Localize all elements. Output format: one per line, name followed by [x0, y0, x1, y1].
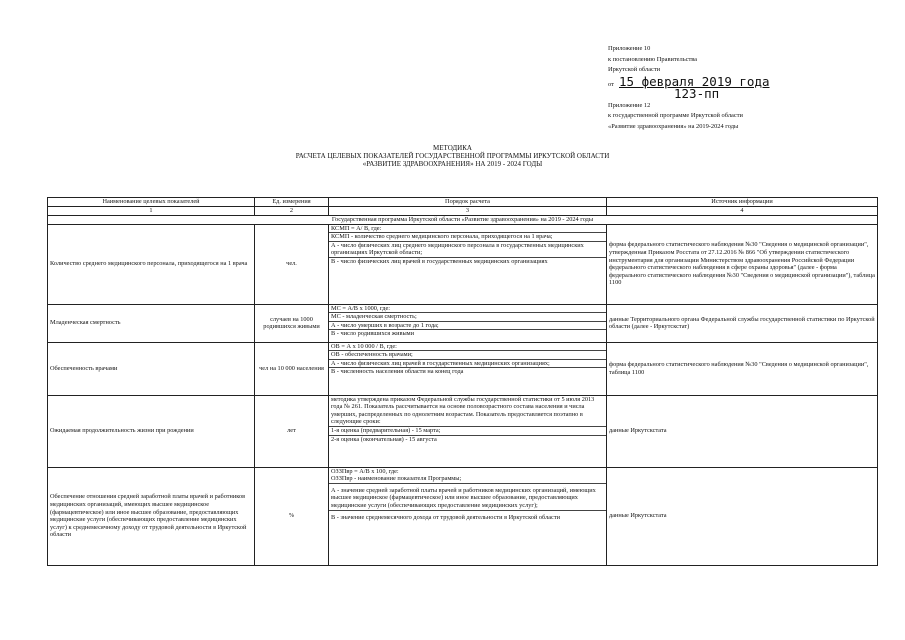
indicator-source: данные Иркутскстата	[607, 395, 878, 467]
indicator-source: данные Территориального органа Федеральной службы государственной статистики по Иркутской области (далее - Иркутскстат)	[607, 304, 878, 342]
calc-line: А - число физических лиц среднего медицинского персонала в государственных медицинских организациях Иркутской области;	[329, 242, 606, 258]
indicator-name: Обеспечение отношения средней заработной платы врачей и работников медицинских организаций, имеющих высшее медицинское (фармацевтическое) или иное высшее образование, предоставляющих медицинские услуги (обеспечивающих предоставление медицинских услуг) к среднемесячному доходу от трудовой деятельности в Иркутской области	[48, 467, 255, 565]
indicator-source: форма федерального статистического наблюдения №30 "Сведения о медицинской организации", утвержденная Приказом Росстата от 27.12.2016 № 866 "Об утверждении статистического инструментария для организации Министерством здравоохранения Российской Федерации федерального статистического наблюдения в сфере охраны здоровья" (далее - форма федерального статистического наблюдения №30 "Сведения о медицинской организации"), таблица 1100	[607, 224, 878, 304]
indicator-unit: лет	[255, 395, 329, 467]
calc-line: МС - младенческая смертность;	[329, 313, 606, 322]
program-title: Государственная программа Иркутской области «Развитие здравоохранения» на 2019 - 2024 годы	[48, 215, 878, 224]
indicator-name: Младенческая смертность	[48, 304, 255, 342]
header-cell: Источник информации	[607, 198, 878, 207]
indicator-calc	[329, 395, 607, 467]
indicator-unit: чел.	[255, 224, 329, 304]
column-number: 2	[255, 207, 329, 216]
column-number: 4	[607, 207, 878, 216]
appendix-date-row	[608, 73, 898, 89]
date-prefix: от	[608, 80, 614, 88]
appendix-line: к постановлению Правительства	[608, 55, 698, 63]
calc-line: В - численность населения области на конец года	[331, 368, 464, 376]
column-number: 3	[329, 207, 607, 216]
appendix-line: Иркутской области	[608, 66, 661, 74]
title-line: РАСЧЕТА ЦЕЛЕВЫХ ПОКАЗАТЕЛЕЙ ГОСУДАРСТВЕННОЙ ПРОГРАММЫ ИРКУТСКОЙ ОБЛАСТИ	[295, 152, 610, 161]
appendix-block	[608, 44, 898, 133]
header-cell: Наименование целевых показателей	[48, 198, 255, 207]
calc-line: ОВ = А х 10 000 / В, где:	[329, 343, 606, 352]
indicator-unit: случаев на 1000 родившихся живыми	[255, 304, 329, 342]
appendix-line: Приложение 12	[608, 101, 651, 109]
calc-line: В - число физических лиц врачей в государственных медицинских организациях	[331, 257, 548, 265]
calc-line: В - значение среднемесячного дохода от трудовой деятельности в Иркутской области	[331, 513, 560, 521]
table-row	[48, 467, 878, 565]
indicator-unit: чел на 10 000 населения	[255, 342, 329, 395]
table-row	[48, 224, 878, 304]
indicator-source: данные Иркутскстата	[607, 467, 878, 565]
appendix-line: «Развитие здравоохранения» на 2019-2024 годы	[608, 122, 739, 130]
calc-line: А - число физических лиц врачей в государственных медицинских организациях;	[329, 360, 606, 369]
title-line: «РАЗВИТИЕ ЗДРАВООХРАНЕНИЯ» НА 2019 - 2024 ГОДЫ	[362, 160, 543, 169]
calc-line: А - значение средней заработной платы врачей и работников медицинских организаций, имеющих высшее медицинское (фармацевтическое) или иное высшее образование, предоставляющих медицинские услуги (обеспечивающих предоставление медицинских услуг);	[329, 484, 606, 511]
column-number-row	[48, 207, 878, 216]
table-row	[48, 342, 878, 395]
calc-line: 2-я оценка (окончательная) - 15 августа	[331, 435, 437, 443]
calc-line: ОВ - обеспеченность врачами;	[329, 351, 606, 360]
table-row	[48, 304, 878, 342]
calc-line: 1-я оценка (предварительная) - 15 марта;	[329, 427, 606, 436]
document-title	[0, 144, 905, 169]
indicator-name: Ожидаемая продолжительность жизни при рождении	[48, 395, 255, 467]
appendix-number-row	[608, 85, 898, 101]
calc-line: В - число родившихся живыми	[331, 330, 415, 338]
calc-line: МС = А/В х 1000, где:	[329, 305, 606, 314]
calc-line: КСМП = А/ В, где:	[329, 225, 606, 234]
calc-line: КСМП - количество среднего медицинского персонала, приходящегося на 1 врача;	[329, 233, 606, 242]
appendix-date: 15 февраля 2019 года	[619, 73, 770, 89]
program-row	[48, 215, 878, 224]
header-cell: Порядок расчета	[329, 198, 607, 207]
indicator-calc	[329, 224, 607, 304]
indicator-unit: %	[255, 467, 329, 565]
indicator-source: форма федерального статистического наблюдения №30 "Сведения о медицинской организации", таблица 1100	[607, 342, 878, 395]
title-line: МЕТОДИКА	[433, 144, 472, 152]
header-cell: Ед. измерения	[255, 198, 329, 207]
calc-line: методика утверждена приказом Федеральной службы государственной статистики от 5 июля 2013 года № 261. Показатель рассчитывается на основе половозрастного состава населения и числа умерших, распределенных по однолетним возрастам. Показатель предоставляется поэтапно в следующие сроки:	[329, 396, 606, 427]
indicator-calc	[329, 467, 607, 565]
appendix-number: 123-пп	[674, 85, 720, 101]
appendix-line: к государственной программе Иркутской области	[608, 112, 743, 120]
indicator-calc	[329, 342, 607, 395]
calc-line: ОЗЗПвр - наименование показателя Программы;	[329, 475, 606, 484]
column-number: 1	[48, 207, 255, 216]
indicator-calc	[329, 304, 607, 342]
appendix-line: Приложение 10	[608, 45, 651, 52]
calc-line: ОЗЗПвр = А/В х 100, где:	[331, 467, 399, 475]
table-header-row	[48, 198, 878, 207]
calc-line: А - число умерших в возрасте до 1 года;	[329, 322, 606, 331]
indicators-table	[47, 197, 878, 566]
indicator-name: Обеспеченность врачами	[48, 342, 255, 395]
indicator-name: Количество среднего медицинского персонала, приходящегося на 1 врача	[48, 224, 255, 304]
table-row	[48, 395, 878, 467]
